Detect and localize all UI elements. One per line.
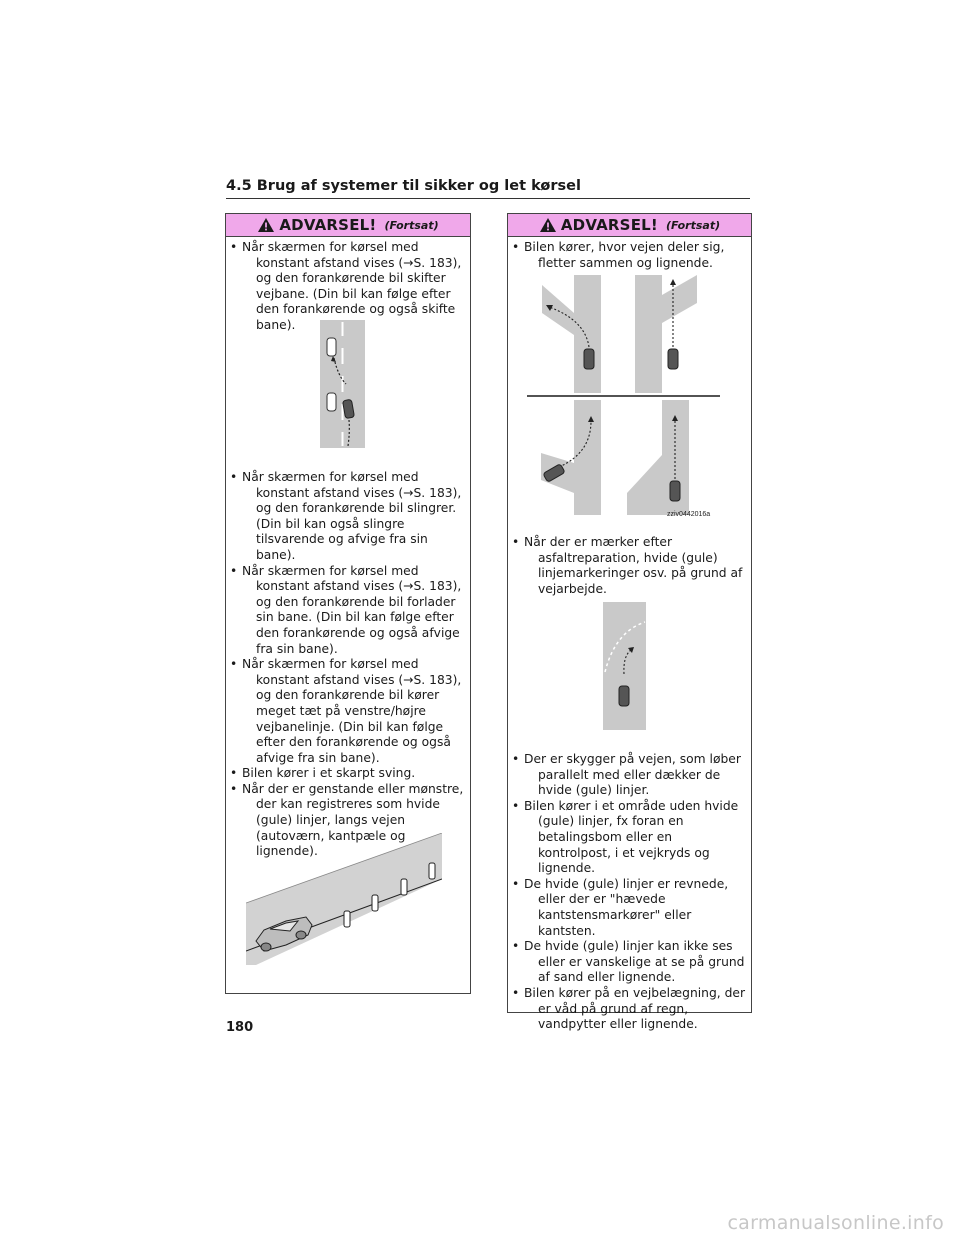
list-item: • Bilen kører i et område uden hvide (gule) linjer, fx foran en betalingsbom eller en kontrolpost, i et vejkryds og lignende. xyxy=(508,799,746,877)
figure-code: zziv0442016a xyxy=(667,511,711,518)
list-item: • Når skærmen for kørsel med konstant afstand vises (→S. 183), og den forankørende bil forlader sin bane. (Din bil kan følge efter den forankørende og også afvige fra sin bane). xyxy=(226,564,466,658)
warning-header xyxy=(226,214,470,237)
list-item: • Når skærmen for kørsel med konstant afstand vises (→S. 183), og den forankørende bil skifter vejbane. (Din bil kan følge efter den forankørende og også skifte bane). xyxy=(226,240,464,334)
figure-lane-change xyxy=(320,320,365,448)
header-rule xyxy=(226,198,750,199)
section-header: 4.5 Brug af systemer til sikker og let kørsel xyxy=(226,178,581,194)
list-item: • Bilen kører på en vejbelægning, der er våd på grund af regn, vandpytter eller lignende. xyxy=(508,986,746,1033)
right-text-block-2 xyxy=(508,752,746,1033)
left-text-block xyxy=(226,470,466,860)
right-text-block-1 xyxy=(508,535,746,597)
warning-triangle-icon xyxy=(539,217,557,233)
warning-title: ADVARSEL! xyxy=(560,216,658,234)
list-item: • Når der er mærker efter asfaltreparation, hvide (gule) linjemarkeringer osv. på grund af vejarbejde. xyxy=(508,535,746,597)
warning-title: ADVARSEL! xyxy=(279,216,377,234)
list-item: • De hvide (gule) linjer kan ikke ses eller er vanskelige at se på grund af sand eller lignende. xyxy=(508,939,746,986)
figure-branching-roads xyxy=(527,275,727,520)
warning-subtitle: (Fortsat) xyxy=(665,218,721,232)
figure-road-repair-marks xyxy=(603,602,646,730)
warning-subtitle: (Fortsat) xyxy=(384,218,439,232)
list-item: • De hvide (gule) linjer er revnede, eller der er "hævede kantstensmarkører" eller kantsten. xyxy=(508,877,746,939)
list-item: • Når der er genstande eller mønstre, der kan registreres som hvide (gule) linjer, langs vejen (autoværn, kantpæle og lignende). xyxy=(226,782,466,860)
list-item: • Når skærmen for kørsel med konstant afstand vises (→S. 183), og den forankørende bil slingrer. (Din bil kan også slingre tilsvarende og afvige fra sin bane). xyxy=(226,470,466,564)
warning-header xyxy=(508,214,751,237)
list-item: • Der er skygger på vejen, som løber parallelt med eller dækker de hvide (gule) linjer. xyxy=(508,752,746,799)
figure-roadside-posts xyxy=(246,833,442,965)
list-item: • Bilen kører, hvor vejen deler sig, fletter sammen og lignende. xyxy=(508,240,745,271)
list-item: • Når skærmen for kørsel med konstant afstand vises (→S. 183), og den forankørende bil kører meget tæt på venstre/højre vejbanelinje. (Din bil kan følge efter den forankørende og også afvige fra sin bane). xyxy=(226,657,466,766)
list-item: • Bilen kører i et skarpt sving. xyxy=(226,766,466,782)
page-number: 180 xyxy=(226,1020,254,1035)
watermark: carmanualsonline.info xyxy=(727,1212,944,1234)
warning-triangle-icon xyxy=(257,217,275,233)
